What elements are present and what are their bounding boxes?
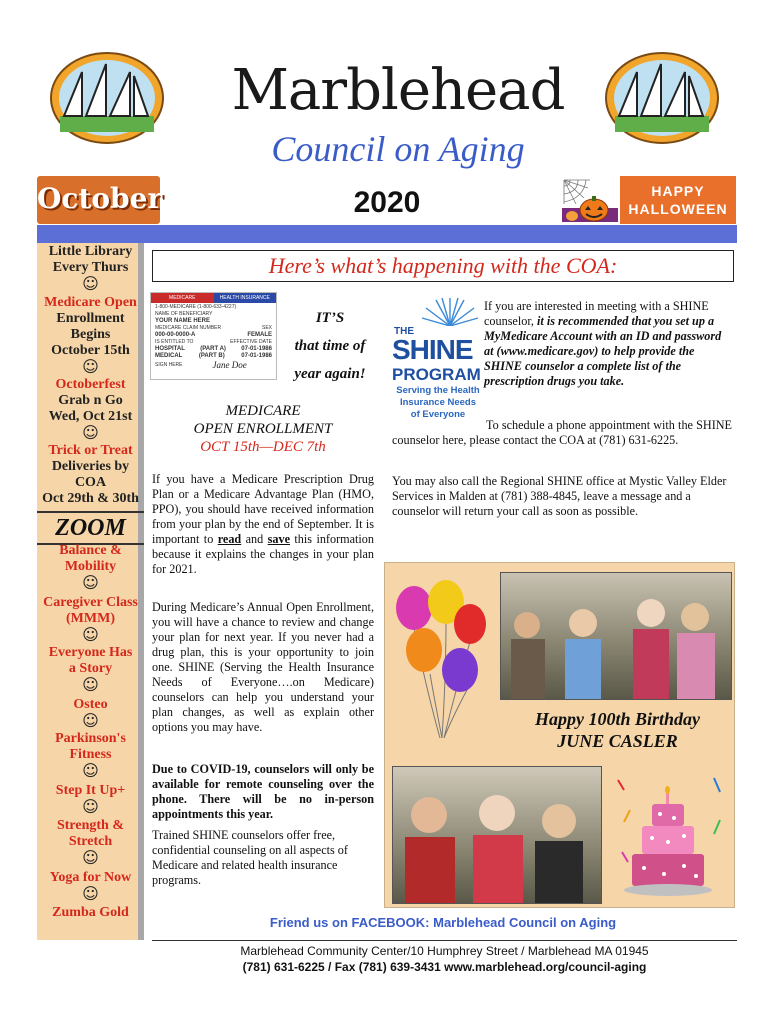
sidebar-item-strength-stretch xyxy=(37,818,144,866)
sidebar-line: Balance & xyxy=(59,543,122,558)
sidebar-line: COA xyxy=(74,475,107,490)
medicare-head-line2: OPEN ENROLLMENT xyxy=(193,421,333,437)
month-label: October xyxy=(37,182,163,215)
card-entitled-label: IS ENTITLED TO xyxy=(155,339,194,345)
card-sign-label: SIGN HERE xyxy=(155,362,183,368)
sidebar-item-balance-mobility xyxy=(37,543,144,591)
sidebar-line: Parkinson's xyxy=(55,731,126,746)
smiley-icon: ☺ xyxy=(82,625,99,644)
shine-logo-shine: SHINE xyxy=(392,334,473,365)
text-span: If you have a Medicare Prescription Drug Plan or a Medicare Advantage Plan (HMO, PPO), you should have received information from your plan by the end of September. It is important to xyxy=(152,472,374,546)
sidebar-item-everyone-has-a-story xyxy=(37,645,144,693)
card-header-right: HEALTH INSURANCE xyxy=(214,293,277,303)
card-hospital: HOSPITAL xyxy=(155,346,185,352)
card-signature: Jane Doe xyxy=(212,360,247,370)
sidebar-line: Little Library xyxy=(48,244,133,259)
sidebar-line: a Story xyxy=(68,661,113,676)
sidebar-item-step-it-up xyxy=(37,783,144,815)
sidebar-line: Trick or Treat xyxy=(48,443,133,458)
medicare-head-line1: MEDICARE xyxy=(225,403,301,419)
smiley-icon: ☺ xyxy=(82,797,99,816)
sidebar-events xyxy=(37,243,144,940)
page-title: Marblehead xyxy=(231,58,565,123)
card-part-a: (PART A) xyxy=(200,346,226,352)
footer-divider xyxy=(152,940,737,941)
halloween-line1: HAPPY xyxy=(651,183,705,199)
people-photo-icon xyxy=(501,573,731,699)
shine-paragraph-3: You may also call the Regional SHINE office at Mystic Valley Elder Services in Malden at (781) 388-4845, leave a message and a counselor will return your call as soon as possible. xyxy=(392,474,727,518)
card-phone: 1-800-MEDICARE (1-800-633-4227) xyxy=(155,304,237,310)
month-banner xyxy=(37,176,163,224)
sidebar-line: Osteo xyxy=(73,697,108,712)
sidebar-item-zumba-gold xyxy=(37,905,144,921)
section-heading-happening: Here’s what’s happening with the COA: xyxy=(152,250,734,282)
sailboat-logo-left-icon xyxy=(48,50,166,146)
shine-program-logo xyxy=(392,296,482,424)
birthday-photo-closeup xyxy=(392,766,602,904)
sidebar-line: Every Thurs xyxy=(52,260,129,275)
smiley-icon: ☺ xyxy=(82,761,99,780)
card-name-label: NAME OF BENEFICIARY xyxy=(155,311,213,317)
card-sex-label: SEX xyxy=(261,325,272,331)
smiley-icon: ☺ xyxy=(82,711,99,730)
sidebar-item-yoga-for-now xyxy=(37,870,144,902)
medicare-paragraph-1 xyxy=(152,472,374,577)
sidebar-item-little-library xyxy=(37,244,144,292)
sidebar-line: Step It Up+ xyxy=(55,783,126,798)
text-span: this information because it explains the changes in your plan for 2021. xyxy=(152,532,374,576)
its-that-time-callout xyxy=(285,304,375,388)
card-date-b: 07-01-1986 xyxy=(241,353,272,359)
text-read-underlined: read xyxy=(217,532,242,546)
birthday-photo-group xyxy=(500,572,732,700)
sidebar-line: Everyone Has xyxy=(48,645,133,660)
its-line3: year again! xyxy=(294,366,366,382)
sidebar-item-octoberfest xyxy=(37,377,144,441)
sidebar-line: Zumba Gold xyxy=(52,905,129,920)
facebook-callout: Friend us on FACEBOOK: Marblehead Council on Aging xyxy=(269,915,617,930)
sidebar-item-caregiver-class xyxy=(37,595,144,643)
text-save-underlined: save xyxy=(267,532,290,546)
shine-logo-tagline xyxy=(392,385,484,421)
birthday-line1: Happy 100th Birthday xyxy=(534,709,700,729)
sidebar-line: Stretch xyxy=(68,834,113,849)
card-claim: 000-00-0000-A xyxy=(155,332,196,338)
sidebar-line: Caregiver Class xyxy=(43,595,138,610)
smiley-icon: ☺ xyxy=(82,884,99,903)
zoom-divider-top xyxy=(37,511,144,513)
sidebar-item-trick-or-treat xyxy=(37,443,144,507)
card-medical: MEDICAL xyxy=(155,353,183,359)
happy-halloween-badge xyxy=(620,176,736,224)
sidebar-line: Oct 29th & 30th xyxy=(42,491,139,506)
year-label: 2020 xyxy=(353,186,421,219)
footer-address: Marblehead Community Center/10 Humphrey Street / Marblehead MA 01945 xyxy=(240,944,649,958)
page-subtitle: Council on Aging xyxy=(271,129,525,169)
sidebar-line: Enrollment xyxy=(56,311,125,326)
birthday-caption xyxy=(500,708,735,752)
sidebar-item-medicare-open xyxy=(37,295,144,375)
shine-logo-program: PROGRAM xyxy=(392,365,481,384)
smiley-icon: ☺ xyxy=(82,573,99,592)
medicare-paragraph-covid: Due to COVID-19, counselors will only be available for remote counseling over the phone. There will be no in-person appointments this year. xyxy=(152,762,374,821)
its-line1: IT’S xyxy=(315,310,345,326)
card-claim-label: MEDICARE CLAIM NUMBER xyxy=(155,325,222,331)
sidebar-line: Yoga for Now xyxy=(49,870,132,885)
shine-paragraph-1 xyxy=(484,299,731,389)
card-name: YOUR NAME HERE xyxy=(155,318,211,324)
medicare-head-dates: OCT 15th—DEC 7th xyxy=(200,439,326,455)
footer-contact: (781) 631-6225 / Fax (781) 639-3431 www.marblehead.org/council-aging xyxy=(242,960,647,974)
card-part-b: (PART B) xyxy=(198,353,225,359)
header-divider-bar xyxy=(37,225,737,243)
pumpkin-spiderweb-icon xyxy=(560,178,620,224)
text-span-emphasis: it is recommended that you set up a MyMedicare Account with an ID and password at (www.medicare.gov) to help provide the SHINE counselor a complete list of the prescription drugs you take. xyxy=(484,314,722,388)
zoom-heading: ZOOM xyxy=(55,515,126,541)
text-span: If you are interested in meeting with a SHINE counselor, xyxy=(484,299,709,328)
sidebar-line: Strength & xyxy=(56,818,125,833)
people-photo-icon xyxy=(393,767,601,903)
sidebar-item-parkinsons-fitness xyxy=(37,731,144,779)
birthday-cake-icon xyxy=(610,770,732,904)
card-header-left: MEDICARE xyxy=(151,293,214,303)
sidebar-line: (MMM) xyxy=(66,611,115,626)
smiley-icon: ☺ xyxy=(82,675,99,694)
smiley-icon: ☺ xyxy=(82,274,99,293)
sidebar-item-osteo xyxy=(37,697,144,729)
sidebar-line: Fitness xyxy=(69,747,112,762)
shine-sunburst-icon xyxy=(392,296,482,326)
birthday-line2: JUNE CASLER xyxy=(557,731,678,751)
sidebar-line: Wed, Oct 21st xyxy=(48,409,133,424)
sailboat-logo-right-icon xyxy=(603,50,721,146)
shine-tag-line: Insurance Needs xyxy=(399,397,477,408)
sidebar-line: Grab n Go xyxy=(58,393,123,408)
sidebar-line: October 15th xyxy=(51,343,130,358)
shine-tag-line: of Everyone xyxy=(410,409,466,420)
shine-tag-line: Serving the Health xyxy=(396,385,480,396)
shine-paragraph-2: To schedule a phone appointment with the SHINE counselor here, please contact the COA at (781) 631-6225. xyxy=(392,418,732,447)
sidebar-line: Medicare Open xyxy=(44,295,137,310)
sidebar-line: Deliveries by xyxy=(51,459,130,474)
smiley-icon: ☺ xyxy=(82,423,99,442)
medicare-paragraph-2: During Medicare’s Annual Open Enrollment, you will have a chance to review and change your plan for next year. If you never had a drug plan, this is your opportunity to join one. SHINE (Serving the Health Insurance Needs of Everyone….on Medicare) counselors can help you understand your plan changes, as well as explain other options you may have. xyxy=(152,600,374,734)
card-date-a: 07-01-1986 xyxy=(241,346,272,352)
medicare-card-image xyxy=(150,292,277,380)
halloween-line2: HALLOWEEN xyxy=(628,201,728,217)
sidebar-line: Begins xyxy=(70,327,111,342)
card-sex: FEMALE xyxy=(247,332,272,338)
smiley-icon: ☺ xyxy=(82,848,99,867)
sidebar-line: Octoberfest xyxy=(55,377,126,392)
medicare-enrollment-heading xyxy=(152,402,374,456)
sidebar-line: Mobility xyxy=(64,559,117,574)
medicare-paragraph-4: Trained SHINE counselors offer free, confidential counseling on all aspects of Medicare and related health insurance programs. xyxy=(152,828,348,887)
text-span: and xyxy=(241,532,268,546)
shine-logo-the: THE xyxy=(394,326,414,337)
smiley-icon: ☺ xyxy=(82,357,99,376)
card-effective-label: EFFECTIVE DATE xyxy=(230,339,272,345)
balloons-icon xyxy=(386,578,498,740)
its-line2: that time of xyxy=(294,338,366,354)
